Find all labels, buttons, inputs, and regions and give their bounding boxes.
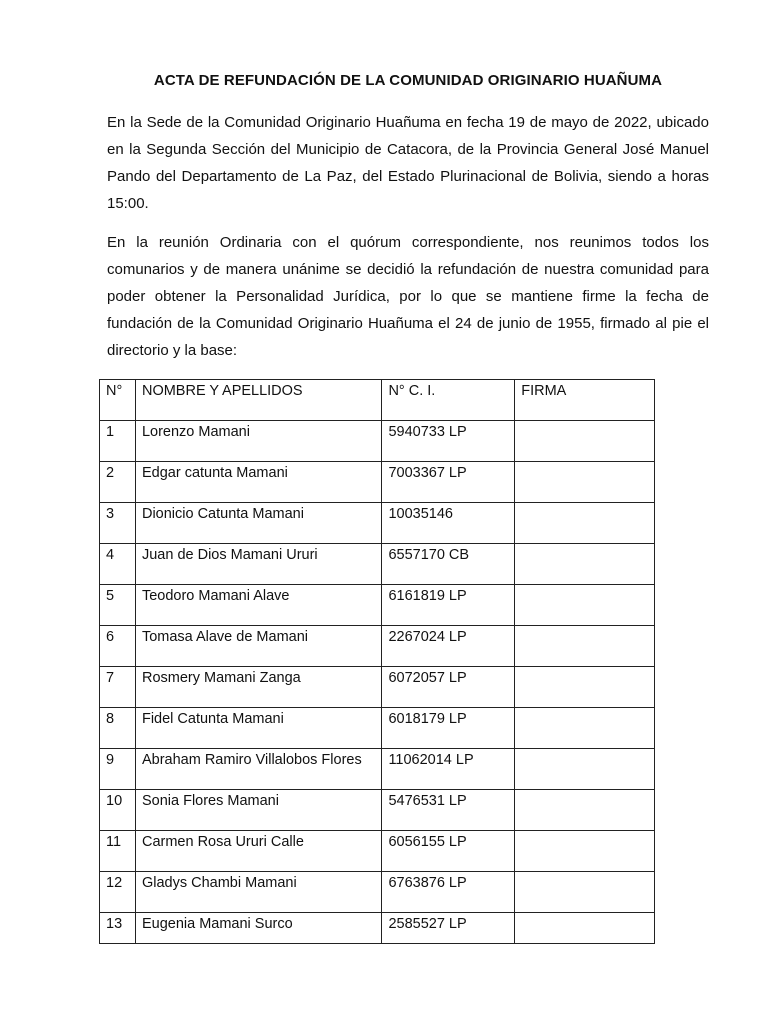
row-number: 8 [100, 708, 136, 749]
table-row [100, 790, 655, 831]
table-row [100, 913, 655, 944]
row-number: 6 [100, 626, 136, 667]
row-signature [515, 626, 655, 667]
row-ci: 6161819 LP [382, 585, 515, 626]
header-ci: N° C. I. [382, 380, 515, 421]
row-number: 4 [100, 544, 136, 585]
table-row [100, 544, 655, 585]
row-number: 11 [100, 831, 136, 872]
row-signature [515, 749, 655, 790]
document-title: ACTA DE REFUNDACIÓN DE LA COMUNIDAD ORIGINARIO HUAÑUMA [153, 72, 663, 89]
row-name: Abraham Ramiro Villalobos Flores [135, 749, 381, 790]
row-ci: 10035146 [382, 503, 515, 544]
table-row [100, 503, 655, 544]
row-ci: 6557170 CB [382, 544, 515, 585]
row-name: Rosmery Mamani Zanga [135, 667, 381, 708]
table-header-row [100, 380, 655, 421]
row-name: Carmen Rosa Ururi Calle [135, 831, 381, 872]
row-signature [515, 503, 655, 544]
table-row [100, 585, 655, 626]
table-row [100, 667, 655, 708]
row-signature [515, 667, 655, 708]
row-number: 3 [100, 503, 136, 544]
table-row [100, 626, 655, 667]
row-name: Teodoro Mamani Alave [135, 585, 381, 626]
row-name: Gladys Chambi Mamani [135, 872, 381, 913]
row-number: 7 [100, 667, 136, 708]
row-name: Edgar catunta Mamani [135, 462, 381, 503]
table-row [100, 831, 655, 872]
header-name: NOMBRE Y APELLIDOS [135, 380, 381, 421]
row-ci: 2585527 LP [382, 913, 515, 944]
row-number: 10 [100, 790, 136, 831]
row-ci: 6018179 LP [382, 708, 515, 749]
meeting-paragraph: En la reunión Ordinaria con el quórum correspondiente, nos reunimos todos los comunarios y de manera unánime se decidió la refundación de nuestra comunidad para poder obtener la Personalidad Jurídica, por lo que se mantiene firme la fecha de fundación de la Comunidad Originario Huañuma el 24 de junio de 1955, firmado al pie el directorio y la base: [107, 234, 709, 359]
row-ci: 5476531 LP [382, 790, 515, 831]
row-signature [515, 913, 655, 944]
table-row [100, 421, 655, 462]
row-name: Tomasa Alave de Mamani [135, 626, 381, 667]
row-signature [515, 831, 655, 872]
signature-table [99, 379, 655, 944]
row-ci: 5940733 LP [382, 421, 515, 462]
header-number: N° [100, 380, 136, 421]
row-signature [515, 544, 655, 585]
row-ci: 6056155 LP [382, 831, 515, 872]
row-name: Eugenia Mamani Surco [135, 913, 381, 944]
row-ci: 6072057 LP [382, 667, 515, 708]
row-number: 13 [100, 913, 136, 944]
row-signature [515, 421, 655, 462]
row-number: 9 [100, 749, 136, 790]
header-signature: FIRMA [515, 380, 655, 421]
row-number: 12 [100, 872, 136, 913]
row-number: 1 [100, 421, 136, 462]
row-ci: 11062014 LP [382, 749, 515, 790]
row-name: Juan de Dios Mamani Ururi [135, 544, 381, 585]
row-name: Sonia Flores Mamani [135, 790, 381, 831]
table-row [100, 749, 655, 790]
table-row [100, 708, 655, 749]
row-name: Lorenzo Mamani [135, 421, 381, 462]
table-row [100, 872, 655, 913]
row-signature [515, 462, 655, 503]
row-number: 2 [100, 462, 136, 503]
row-signature [515, 872, 655, 913]
row-signature [515, 790, 655, 831]
row-name: Fidel Catunta Mamani [135, 708, 381, 749]
row-signature [515, 585, 655, 626]
row-number: 5 [100, 585, 136, 626]
row-ci: 6763876 LP [382, 872, 515, 913]
intro-paragraph: En la Sede de la Comunidad Originario Huañuma en fecha 19 de mayo de 2022, ubicado en la Segunda Sección del Municipio de Catacora, de la Provincia General José Manuel Pando del Departamento de La Paz, del Estado Plurinacional de Bolivia, siendo a horas 15:00. [107, 114, 709, 212]
table-row [100, 462, 655, 503]
row-signature [515, 708, 655, 749]
row-name: Dionicio Catunta Mamani [135, 503, 381, 544]
row-ci: 2267024 LP [382, 626, 515, 667]
row-ci: 7003367 LP [382, 462, 515, 503]
